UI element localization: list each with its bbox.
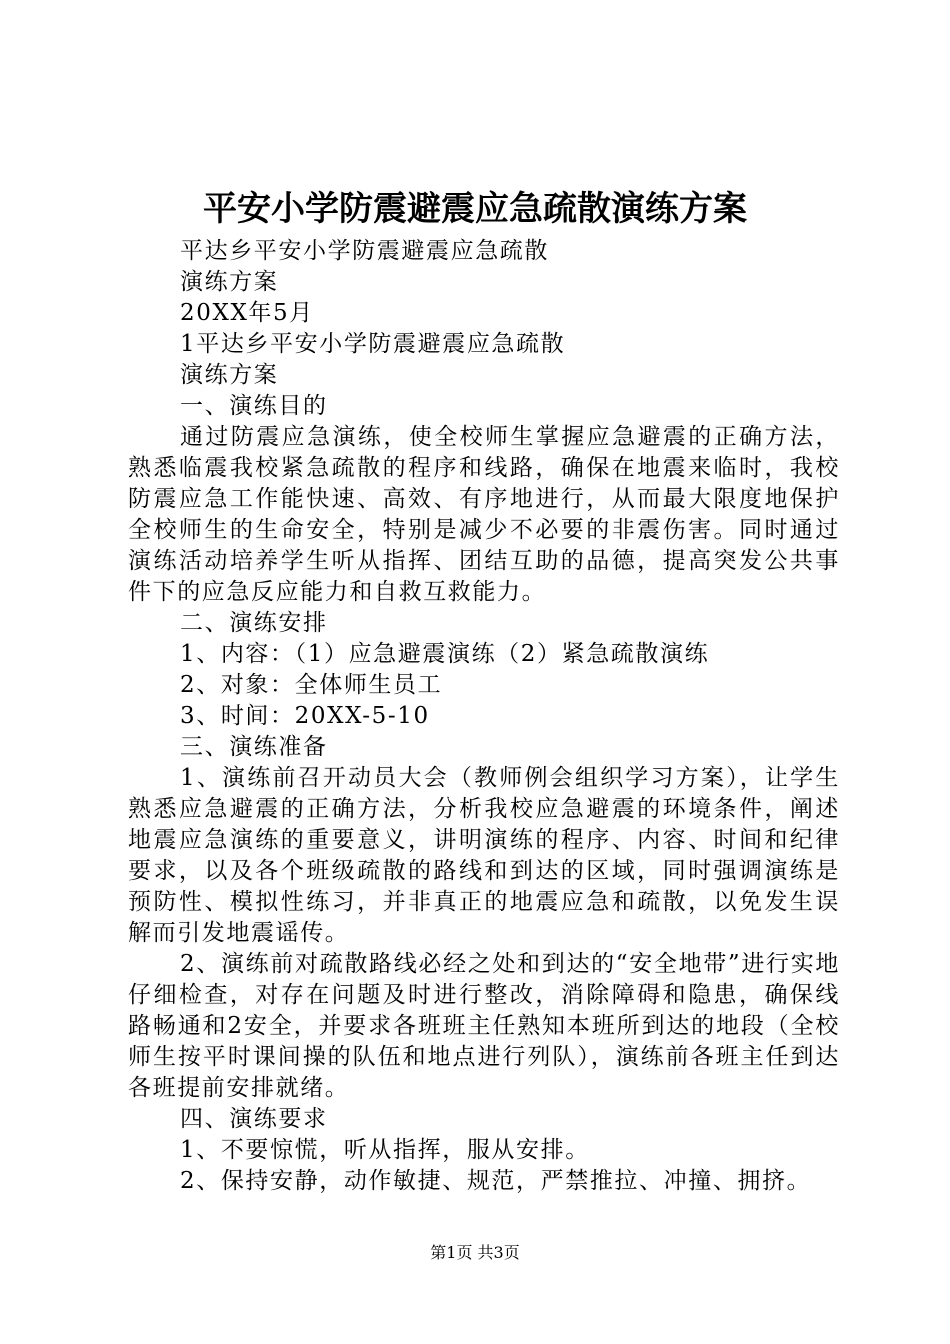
list-item: 3、时间：20XX-5-10 — [180, 703, 430, 729]
section-heading: 三、演练准备 — [180, 734, 328, 760]
list-item: 2、对象：全体师生员工 — [180, 672, 443, 698]
list-item: 1、不要惊慌，听从指挥，服从安排。 — [180, 1137, 590, 1163]
section-heading: 一、演练目的 — [180, 393, 328, 419]
section-heading: 四、演练要求 — [180, 1106, 328, 1132]
subtitle-line: 演练方案 — [180, 362, 279, 388]
list-item: 1、内容：（1）应急避震演练（2）紧急疏散演练 — [180, 641, 710, 667]
document-body — [128, 236, 840, 1197]
document-title: 平安小学防震避震应急疏散演练方案 — [203, 189, 747, 229]
subtitle-line: 1平达乡平安小学防震避震应急疏散 — [180, 331, 566, 357]
date-line: 20XX年5月 — [180, 300, 314, 326]
section-heading: 二、演练安排 — [180, 610, 328, 636]
paragraph: 1、演练前召开动员大会（教师例会组织学习方案），让学生熟悉应急避震的正确方法，分析我校应急避震的环境条件，阐述地震应急演练的重要意义，讲明演练的程序、内容、时间和纪律要求，以及各个班级疏散的路线和到达的区域，同时强调演练是预防性、模拟性练习，并非真正的地震应急和疏散，以免发生误解而引发地震谣传。 — [128, 765, 840, 946]
paragraph: 2、演练前对疏散路线必经之处和到达的“安全地带”进行实地仔细检查，对存在问题及时进行整改，消除障碍和隐患，确保线路畅通和2安全，并要求各班班主任熟知本班所到达的地段（全校师生按平时课间操的队伍和地点进行列队），演练前各班主任到达各班提前安排就绪。 — [128, 951, 840, 1101]
page-footer: 第1页 共3页 — [430, 1243, 520, 1262]
list-item: 2、保持安静，动作敏捷、规范，严禁推拉、冲撞、拥挤。 — [180, 1168, 812, 1194]
subtitle-line: 平达乡平安小学防震避震应急疏散 — [180, 238, 549, 264]
paragraph: 通过防震应急演练，使全校师生掌握应急避震的正确方法，熟悉临震我校紧急疏散的程序和线路，确保在地震来临时，我校防震应急工作能快速、高效、有序地进行，从而最大限度地保护全校师生的生命安全，特别是减少不必要的非震伤害。同时通过演练活动培养学生听从指挥、团结互助的品德，提高突发公共事件下的应急反应能力和自救互救能力。 — [128, 424, 840, 605]
subtitle-line: 演练方案 — [180, 269, 279, 295]
